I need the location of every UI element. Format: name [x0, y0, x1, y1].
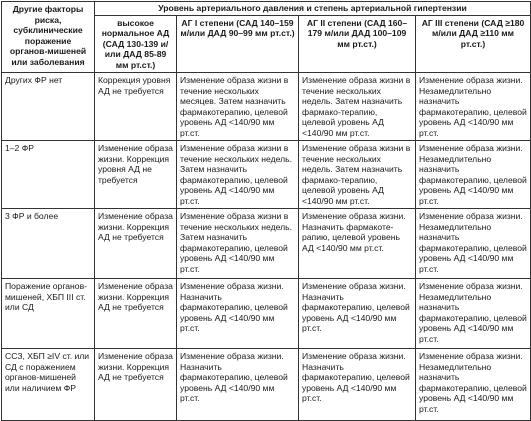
col-header-ag3: АГ III степени (САД ≥180 м/или ДАД ≥110 мм рт.ст.) [416, 15, 531, 73]
table-cell: Изменение образа жизни в течение нескольких недель. Затем назначить фармакотерапию, целевой уровень АД <140/90 мм рт.ст. [177, 141, 299, 209]
table-cell: Изменение образа жизни. Коррекция АД не требуется [95, 349, 177, 421]
table-cell: Изменение образа жизни в течение нескольких месяцев. Затем назначить фармакотерапию, целевой уровень АД <140/90 мм рт.ст. [177, 73, 299, 141]
table-cell: Изменение образа жизни. Назначить фармакотерапию, целевой уровень АД <140/90 мм рт.ст. [177, 349, 299, 421]
table-cell: Изменение образа жизни. Назначить фармакотерапию, целевой уровень АД <140/90 мм рт.ст. [177, 279, 299, 349]
corner-header [2, 2, 95, 73]
table-cell: Коррекция уровня АД не требуется [95, 73, 177, 141]
table-row [2, 209, 531, 279]
table-cell: Изменение образа жизни. Коррекция АД не требуется [95, 209, 177, 279]
row-factor: Поражение органов-мишеней, ХБП III ст. или СД [2, 279, 95, 349]
table-row [2, 279, 531, 349]
hypertension-risk-table [1, 1, 531, 421]
table-cell: Изменение образа жизни. Незамедлительно назначить фармакотерапию, целевой уровень АД <140/90 мм рт.ст. [416, 141, 531, 209]
table-cell: Изменение образа жизни. Незамедлительно назначить фармакотерапию, целевой уровень АД <140/90 мм рт.ст. [416, 73, 531, 141]
table-cell: Изменение образа жизни. Незамедлительно назначить фармакотерапию, целевой уровень АД <140/90 мм рт.ст. [416, 279, 531, 349]
row-factor: 3 ФР и более [2, 209, 95, 279]
col-header-ag2: АГ II степени (САД 160–179 м/или ДАД 100–109 мм рт.ст.) [299, 15, 416, 73]
table-cell: Изменение образа жизни. Коррекция уровня АД не требуется [95, 141, 177, 209]
table-row [2, 73, 531, 141]
table-cell: Изменение образа жизни. Незамедлительно назначить фармакотерапию, целевой уровень АД <140/90 мм рт.ст. [416, 349, 531, 421]
col-header-high-normal: высокое нормальное АД (САД 130-139 и/или ДАД 85-89 мм рт.ст.) [95, 15, 177, 73]
table-cell: Изменение образа жизни. Назначить фармакотерапию, целевой уровень АД <140/90 мм рт.ст. [299, 349, 416, 421]
table-cell: Изменение образа жизни. Назначить фармакоте-рапию, целевой уровень АД <140/90 мм рт.ст. [299, 209, 416, 279]
table-cell: Изменение образа жизни в течение нескольких недель. Затем назначить фармако-терапию, целевой уровень АД <140/90 мм рт.ст. [299, 73, 416, 141]
row-factor: ССЗ, ХБП ≥IV ст. или СД с поражением органов-мишеней или наличием ФР [2, 349, 95, 421]
table-cell: Изменение образа жизни в течение нескольких недель. Затем назначить фармако-терапию, целевой уровень АД <140/90 мм рт.ст. [299, 141, 416, 209]
row-factor: Других ФР нет [2, 73, 95, 141]
group-header [95, 2, 531, 16]
table-row [2, 141, 531, 209]
table-cell: Изменение образа жизни. Незамедлительно назначить фармакотерапию, целевой уровень АД <140/90 мм рт.ст. [416, 209, 531, 279]
table-cell: Изменение образа жизни. Назначить фармакотерапию, целевой уровень АД <140/90 мм рт.ст. [299, 279, 416, 349]
corner-header-text: Другие факторы риска, субклинические поражение органов-мишеней или заболевания [9, 4, 87, 67]
table-cell: Изменение образа жизни. Коррекция АД не требуется [95, 279, 177, 349]
col-header-ag1: АГ I степени (САД 140–159 м/или ДАД 90–99 мм рт.ст.) [177, 15, 299, 73]
table-cell: Изменение образа жизни в течение нескольких недель. Затем назначить фармакотерапию, целевой уровень АД <140/90 мм рт.ст. [177, 209, 299, 279]
row-factor: 1–2 ФР [2, 141, 95, 209]
group-header-text: Уровень артериального давления и степень артериальной гипертензии [158, 3, 467, 13]
table-row [2, 349, 531, 421]
